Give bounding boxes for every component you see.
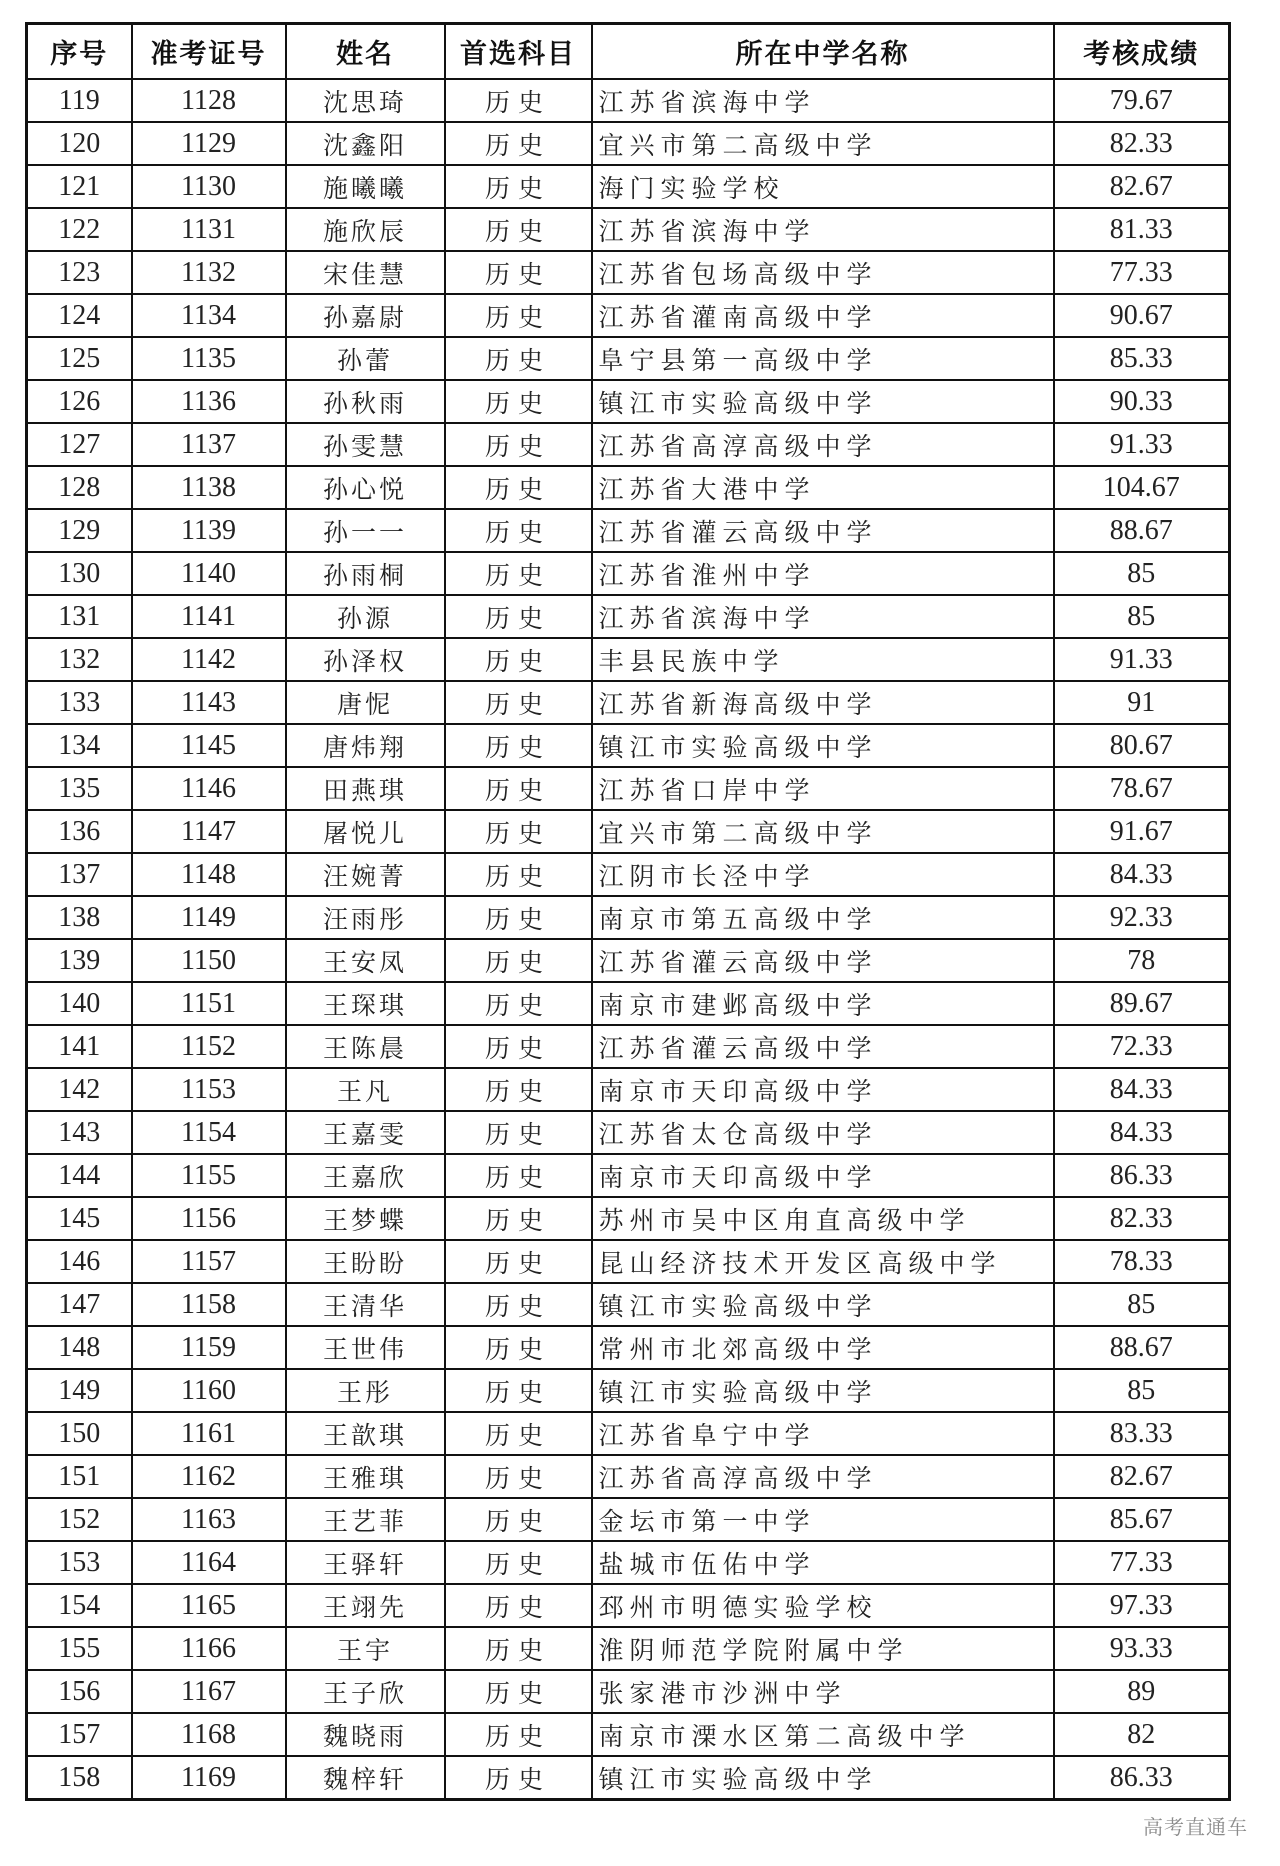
cell-exam-id: 1155	[132, 1154, 286, 1197]
table-row	[27, 1025, 1230, 1068]
cell-name: 孙雨桐	[286, 552, 445, 595]
cell-score: 85	[1054, 1283, 1230, 1326]
cell-name: 王世伟	[286, 1326, 445, 1369]
cell-school: 江苏省阜宁中学	[592, 1412, 1054, 1455]
cell-exam-id: 1164	[132, 1541, 286, 1584]
table-row	[27, 552, 1230, 595]
cell-name: 王艺菲	[286, 1498, 445, 1541]
cell-school: 丰县民族中学	[592, 638, 1054, 681]
cell-serial-number: 144	[27, 1154, 132, 1197]
cell-subject: 历史	[445, 1326, 592, 1369]
cell-subject: 历史	[445, 982, 592, 1025]
cell-serial-number: 128	[27, 466, 132, 509]
cell-score: 82.67	[1054, 165, 1230, 208]
cell-score: 85.67	[1054, 1498, 1230, 1541]
cell-score: 77.33	[1054, 251, 1230, 294]
cell-name: 王梦蝶	[286, 1197, 445, 1240]
table-row	[27, 165, 1230, 208]
cell-score: 86.33	[1054, 1756, 1230, 1800]
cell-school: 阜宁县第一高级中学	[592, 337, 1054, 380]
cell-school: 南京市第五高级中学	[592, 896, 1054, 939]
cell-name: 王盼盼	[286, 1240, 445, 1283]
cell-exam-id: 1131	[132, 208, 286, 251]
header-exam-id: 准考证号	[132, 24, 286, 80]
table-row	[27, 337, 1230, 380]
cell-serial-number: 134	[27, 724, 132, 767]
table-row	[27, 1412, 1230, 1455]
cell-subject: 历史	[445, 1455, 592, 1498]
cell-school: 张家港市沙洲中学	[592, 1670, 1054, 1713]
cell-subject: 历史	[445, 1154, 592, 1197]
cell-name: 王安凤	[286, 939, 445, 982]
cell-exam-id: 1143	[132, 681, 286, 724]
cell-subject: 历史	[445, 638, 592, 681]
cell-score: 72.33	[1054, 1025, 1230, 1068]
table-row	[27, 1197, 1230, 1240]
cell-exam-id: 1138	[132, 466, 286, 509]
cell-score: 89.67	[1054, 982, 1230, 1025]
cell-name: 唐怩	[286, 681, 445, 724]
cell-subject: 历史	[445, 724, 592, 767]
header-score: 考核成绩	[1054, 24, 1230, 80]
cell-school: 江阴市长泾中学	[592, 853, 1054, 896]
cell-subject: 历史	[445, 1627, 592, 1670]
cell-exam-id: 1141	[132, 595, 286, 638]
table-body	[27, 79, 1230, 1800]
cell-exam-id: 1148	[132, 853, 286, 896]
table-row	[27, 1627, 1230, 1670]
cell-school: 南京市溧水区第二高级中学	[592, 1713, 1054, 1756]
cell-school: 江苏省灌南高级中学	[592, 294, 1054, 337]
cell-school: 常州市北郊高级中学	[592, 1326, 1054, 1369]
cell-school: 南京市建邺高级中学	[592, 982, 1054, 1025]
table-row	[27, 466, 1230, 509]
cell-name: 孙心悦	[286, 466, 445, 509]
table-row	[27, 1154, 1230, 1197]
cell-serial-number: 141	[27, 1025, 132, 1068]
cell-score: 78.33	[1054, 1240, 1230, 1283]
cell-score: 90.67	[1054, 294, 1230, 337]
cell-exam-id: 1142	[132, 638, 286, 681]
cell-name: 魏梓轩	[286, 1756, 445, 1800]
cell-score: 88.67	[1054, 1326, 1230, 1369]
cell-subject: 历史	[445, 939, 592, 982]
table-row	[27, 1670, 1230, 1713]
cell-score: 84.33	[1054, 1111, 1230, 1154]
cell-name: 孙泽权	[286, 638, 445, 681]
table-row	[27, 939, 1230, 982]
table-row	[27, 1713, 1230, 1756]
cell-serial-number: 154	[27, 1584, 132, 1627]
cell-name: 孙源	[286, 595, 445, 638]
cell-school: 江苏省滨海中学	[592, 595, 1054, 638]
cell-school: 昆山经济技术开发区高级中学	[592, 1240, 1054, 1283]
cell-score: 82	[1054, 1713, 1230, 1756]
cell-score: 90.33	[1054, 380, 1230, 423]
cell-score: 83.33	[1054, 1412, 1230, 1455]
cell-score: 81.33	[1054, 208, 1230, 251]
cell-subject: 历史	[445, 1068, 592, 1111]
cell-subject: 历史	[445, 1713, 592, 1756]
table-row	[27, 1541, 1230, 1584]
table-row	[27, 509, 1230, 552]
cell-exam-id: 1149	[132, 896, 286, 939]
cell-name: 王子欣	[286, 1670, 445, 1713]
cell-subject: 历史	[445, 1541, 592, 1584]
table-row	[27, 1369, 1230, 1412]
cell-score: 84.33	[1054, 1068, 1230, 1111]
cell-exam-id: 1160	[132, 1369, 286, 1412]
cell-serial-number: 153	[27, 1541, 132, 1584]
cell-exam-id: 1152	[132, 1025, 286, 1068]
cell-serial-number: 147	[27, 1283, 132, 1326]
cell-serial-number: 131	[27, 595, 132, 638]
cell-serial-number: 139	[27, 939, 132, 982]
cell-serial-number: 127	[27, 423, 132, 466]
cell-name: 孙秋雨	[286, 380, 445, 423]
cell-serial-number: 155	[27, 1627, 132, 1670]
cell-name: 王嘉雯	[286, 1111, 445, 1154]
cell-subject: 历史	[445, 509, 592, 552]
cell-serial-number: 143	[27, 1111, 132, 1154]
table-row	[27, 853, 1230, 896]
cell-name: 王驿轩	[286, 1541, 445, 1584]
cell-exam-id: 1129	[132, 122, 286, 165]
cell-exam-id: 1134	[132, 294, 286, 337]
cell-name: 王翊先	[286, 1584, 445, 1627]
cell-exam-id: 1166	[132, 1627, 286, 1670]
cell-serial-number: 122	[27, 208, 132, 251]
cell-school: 江苏省灌云高级中学	[592, 939, 1054, 982]
header-row	[27, 24, 1230, 80]
cell-name: 魏晓雨	[286, 1713, 445, 1756]
table-row	[27, 294, 1230, 337]
cell-name: 田燕琪	[286, 767, 445, 810]
cell-subject: 历史	[445, 122, 592, 165]
header-school: 所在中学名称	[592, 24, 1054, 80]
cell-score: 91	[1054, 681, 1230, 724]
cell-name: 施曦曦	[286, 165, 445, 208]
table-row	[27, 810, 1230, 853]
cell-score: 85	[1054, 1369, 1230, 1412]
cell-exam-id: 1147	[132, 810, 286, 853]
cell-subject: 历史	[445, 251, 592, 294]
cell-score: 91.33	[1054, 423, 1230, 466]
cell-score: 78	[1054, 939, 1230, 982]
cell-subject: 历史	[445, 896, 592, 939]
cell-school: 江苏省灌云高级中学	[592, 1025, 1054, 1068]
cell-school: 苏州市吴中区甪直高级中学	[592, 1197, 1054, 1240]
cell-score: 79.67	[1054, 79, 1230, 122]
cell-subject: 历史	[445, 466, 592, 509]
cell-score: 85	[1054, 595, 1230, 638]
cell-school: 江苏省滨海中学	[592, 208, 1054, 251]
cell-serial-number: 126	[27, 380, 132, 423]
cell-exam-id: 1161	[132, 1412, 286, 1455]
cell-serial-number: 137	[27, 853, 132, 896]
watermark: 高考直通车	[1143, 1815, 1248, 1839]
cell-serial-number: 133	[27, 681, 132, 724]
cell-serial-number: 125	[27, 337, 132, 380]
cell-serial-number: 157	[27, 1713, 132, 1756]
cell-subject: 历史	[445, 1111, 592, 1154]
cell-name: 孙雯慧	[286, 423, 445, 466]
cell-serial-number: 124	[27, 294, 132, 337]
cell-subject: 历史	[445, 810, 592, 853]
cell-serial-number: 123	[27, 251, 132, 294]
cell-school: 镇江市实验高级中学	[592, 724, 1054, 767]
cell-subject: 历史	[445, 1412, 592, 1455]
cell-serial-number: 121	[27, 165, 132, 208]
cell-school: 江苏省新海高级中学	[592, 681, 1054, 724]
cell-school: 江苏省滨海中学	[592, 79, 1054, 122]
cell-score: 85	[1054, 552, 1230, 595]
cell-school: 金坛市第一中学	[592, 1498, 1054, 1541]
table-row	[27, 1068, 1230, 1111]
cell-exam-id: 1157	[132, 1240, 286, 1283]
cell-name: 王陈晨	[286, 1025, 445, 1068]
cell-school: 海门实验学校	[592, 165, 1054, 208]
cell-serial-number: 119	[27, 79, 132, 122]
header-serial-number: 序号	[27, 24, 132, 80]
table-row	[27, 724, 1230, 767]
cell-subject: 历史	[445, 1584, 592, 1627]
cell-subject: 历史	[445, 552, 592, 595]
cell-exam-id: 1145	[132, 724, 286, 767]
cell-score: 86.33	[1054, 1154, 1230, 1197]
cell-exam-id: 1136	[132, 380, 286, 423]
cell-name: 沈鑫阳	[286, 122, 445, 165]
cell-subject: 历史	[445, 595, 592, 638]
cell-school: 南京市天印高级中学	[592, 1154, 1054, 1197]
cell-subject: 历史	[445, 1756, 592, 1800]
cell-serial-number: 142	[27, 1068, 132, 1111]
cell-school: 江苏省灌云高级中学	[592, 509, 1054, 552]
cell-school: 淮阴师范学院附属中学	[592, 1627, 1054, 1670]
cell-exam-id: 1165	[132, 1584, 286, 1627]
cell-school: 邳州市明德实验学校	[592, 1584, 1054, 1627]
cell-exam-id: 1167	[132, 1670, 286, 1713]
cell-exam-id: 1158	[132, 1283, 286, 1326]
cell-exam-id: 1159	[132, 1326, 286, 1369]
cell-serial-number: 132	[27, 638, 132, 681]
cell-school: 江苏省淮州中学	[592, 552, 1054, 595]
cell-exam-id: 1163	[132, 1498, 286, 1541]
cell-subject: 历史	[445, 853, 592, 896]
cell-score: 77.33	[1054, 1541, 1230, 1584]
cell-subject: 历史	[445, 79, 592, 122]
cell-school: 江苏省大港中学	[592, 466, 1054, 509]
table-row	[27, 1240, 1230, 1283]
cell-name: 王凡	[286, 1068, 445, 1111]
cell-exam-id: 1132	[132, 251, 286, 294]
cell-school: 镇江市实验高级中学	[592, 1756, 1054, 1800]
cell-score: 91.33	[1054, 638, 1230, 681]
cell-school: 江苏省包场高级中学	[592, 251, 1054, 294]
cell-name: 孙嘉尉	[286, 294, 445, 337]
cell-serial-number: 156	[27, 1670, 132, 1713]
cell-name: 汪雨彤	[286, 896, 445, 939]
cell-school: 盐城市伍佑中学	[592, 1541, 1054, 1584]
table-row	[27, 208, 1230, 251]
cell-exam-id: 1168	[132, 1713, 286, 1756]
cell-score: 80.67	[1054, 724, 1230, 767]
cell-serial-number: 135	[27, 767, 132, 810]
cell-school: 宜兴市第二高级中学	[592, 122, 1054, 165]
table-row	[27, 1111, 1230, 1154]
cell-name: 孙蕾	[286, 337, 445, 380]
cell-score: 82.33	[1054, 1197, 1230, 1240]
cell-subject: 历史	[445, 1283, 592, 1326]
cell-serial-number: 129	[27, 509, 132, 552]
cell-school: 宜兴市第二高级中学	[592, 810, 1054, 853]
cell-serial-number: 120	[27, 122, 132, 165]
cell-name: 汪婉菁	[286, 853, 445, 896]
table-row	[27, 595, 1230, 638]
cell-score: 85.33	[1054, 337, 1230, 380]
cell-score: 84.33	[1054, 853, 1230, 896]
cell-exam-id: 1154	[132, 1111, 286, 1154]
cell-school: 南京市天印高级中学	[592, 1068, 1054, 1111]
cell-exam-id: 1151	[132, 982, 286, 1025]
cell-serial-number: 151	[27, 1455, 132, 1498]
cell-score: 82.67	[1054, 1455, 1230, 1498]
table-row	[27, 1455, 1230, 1498]
cell-name: 施欣辰	[286, 208, 445, 251]
cell-serial-number: 140	[27, 982, 132, 1025]
cell-name: 王彤	[286, 1369, 445, 1412]
cell-subject: 历史	[445, 294, 592, 337]
table-row	[27, 380, 1230, 423]
cell-name: 宋佳慧	[286, 251, 445, 294]
cell-exam-id: 1153	[132, 1068, 286, 1111]
cell-subject: 历史	[445, 1498, 592, 1541]
cell-school: 江苏省太仓高级中学	[592, 1111, 1054, 1154]
header-name: 姓名	[286, 24, 445, 80]
cell-score: 82.33	[1054, 122, 1230, 165]
cell-exam-id: 1139	[132, 509, 286, 552]
cell-name: 唐炜翔	[286, 724, 445, 767]
cell-exam-id: 1150	[132, 939, 286, 982]
table-row	[27, 1756, 1230, 1800]
cell-subject: 历史	[445, 380, 592, 423]
cell-exam-id: 1135	[132, 337, 286, 380]
cell-serial-number: 148	[27, 1326, 132, 1369]
cell-name: 孙一一	[286, 509, 445, 552]
cell-subject: 历史	[445, 208, 592, 251]
cell-name: 王琛琪	[286, 982, 445, 1025]
cell-subject: 历史	[445, 165, 592, 208]
cell-serial-number: 152	[27, 1498, 132, 1541]
cell-exam-id: 1128	[132, 79, 286, 122]
table-row	[27, 1498, 1230, 1541]
table-row	[27, 423, 1230, 466]
cell-score: 88.67	[1054, 509, 1230, 552]
cell-serial-number: 136	[27, 810, 132, 853]
cell-name: 王宇	[286, 1627, 445, 1670]
table-row	[27, 1326, 1230, 1369]
cell-serial-number: 149	[27, 1369, 132, 1412]
cell-score: 78.67	[1054, 767, 1230, 810]
cell-subject: 历史	[445, 423, 592, 466]
cell-subject: 历史	[445, 1670, 592, 1713]
cell-exam-id: 1169	[132, 1756, 286, 1800]
cell-school: 镇江市实验高级中学	[592, 1283, 1054, 1326]
cell-name: 王嘉欣	[286, 1154, 445, 1197]
cell-subject: 历史	[445, 767, 592, 810]
table-row	[27, 638, 1230, 681]
cell-name: 王清华	[286, 1283, 445, 1326]
table-row	[27, 251, 1230, 294]
cell-serial-number: 130	[27, 552, 132, 595]
cell-school: 江苏省高淳高级中学	[592, 423, 1054, 466]
table-row	[27, 1584, 1230, 1627]
table-row	[27, 79, 1230, 122]
cell-name: 王雅琪	[286, 1455, 445, 1498]
cell-score: 93.33	[1054, 1627, 1230, 1670]
table-row	[27, 767, 1230, 810]
table-row	[27, 681, 1230, 724]
cell-serial-number: 158	[27, 1756, 132, 1800]
table-row	[27, 1283, 1230, 1326]
cell-subject: 历史	[445, 1025, 592, 1068]
cell-subject: 历史	[445, 1369, 592, 1412]
cell-name: 王歆琪	[286, 1412, 445, 1455]
cell-subject: 历史	[445, 681, 592, 724]
score-table	[25, 22, 1231, 1801]
cell-score: 89	[1054, 1670, 1230, 1713]
cell-name: 沈思琦	[286, 79, 445, 122]
cell-score: 104.67	[1054, 466, 1230, 509]
cell-subject: 历史	[445, 1197, 592, 1240]
cell-serial-number: 138	[27, 896, 132, 939]
cell-score: 97.33	[1054, 1584, 1230, 1627]
cell-exam-id: 1162	[132, 1455, 286, 1498]
table-row	[27, 896, 1230, 939]
cell-serial-number: 150	[27, 1412, 132, 1455]
cell-exam-id: 1156	[132, 1197, 286, 1240]
header-subject: 首选科目	[445, 24, 592, 80]
cell-school: 镇江市实验高级中学	[592, 380, 1054, 423]
table-row	[27, 982, 1230, 1025]
cell-exam-id: 1146	[132, 767, 286, 810]
cell-school: 江苏省口岸中学	[592, 767, 1054, 810]
cell-school: 镇江市实验高级中学	[592, 1369, 1054, 1412]
table-row	[27, 122, 1230, 165]
cell-score: 92.33	[1054, 896, 1230, 939]
cell-exam-id: 1130	[132, 165, 286, 208]
cell-name: 屠悦儿	[286, 810, 445, 853]
cell-exam-id: 1140	[132, 552, 286, 595]
cell-exam-id: 1137	[132, 423, 286, 466]
cell-school: 江苏省高淳高级中学	[592, 1455, 1054, 1498]
cell-subject: 历史	[445, 1240, 592, 1283]
cell-subject: 历史	[445, 337, 592, 380]
cell-score: 91.67	[1054, 810, 1230, 853]
cell-serial-number: 145	[27, 1197, 132, 1240]
cell-serial-number: 146	[27, 1240, 132, 1283]
